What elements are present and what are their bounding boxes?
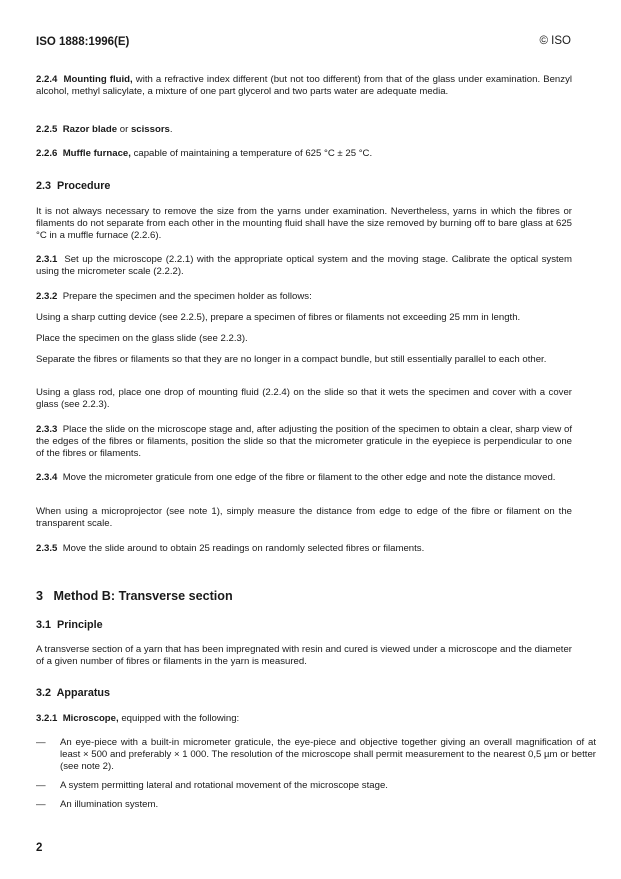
clause-term-2: scissors [130, 124, 170, 135]
list-dash: — [36, 780, 46, 791]
clause-text: equipped with the following: [121, 713, 240, 724]
clause-number: 2.3.1 [36, 254, 58, 265]
procedure-intro: It is not always necessary to remove the size from the yarns under examination. Nevertheless, yarns in which the fibres or filaments do not separate from each other in the mounting fluid shall have the size removed by burning off to bare glass at 625 °C in a muffle furnace (2.2.6). [36, 206, 572, 241]
principle-text: A transverse section of a yarn that has been impregnated with resin and cured is viewed under a microscope and the diameter of a given number of fibres or filaments in the yarn is measured. [36, 644, 572, 667]
list-item [36, 780, 596, 792]
clause-text: Prepare the specimen and the specimen holder as follows: [62, 291, 312, 302]
list-item [36, 799, 596, 811]
clause-term: Mounting fluid, [63, 74, 133, 85]
heading-title: Method B: Transverse section [53, 589, 233, 603]
clause-2-2-5 [36, 124, 572, 136]
clause-number: 2.2.4 [36, 74, 58, 85]
heading-title: Principle [57, 619, 103, 631]
paragraph-cut-specimen: Using a sharp cutting device (see 2.2.5), prepare a specimen of fibres or filaments not exceeding 25 mm in length. [36, 312, 521, 323]
clause-term: Razor blade [62, 124, 118, 135]
clause-2-2-4 [36, 74, 572, 98]
clause-end: . [169, 124, 173, 135]
copyright-mark: © ISO [539, 35, 571, 47]
list-item-text: An eye-piece with a built-in micrometer graticule, the eye-piece and objective together giving an overall magnification of at least × 500 and preferably × 1 000. The resolution of the microscope shall permit measurement to the nearest 0,5 µm or better (see note 2). [60, 737, 596, 772]
heading-3 [36, 590, 572, 602]
heading-3-1 [36, 619, 572, 631]
clause-2-3-1 [36, 254, 572, 278]
heading-title: Apparatus [56, 687, 111, 699]
clause-2-3-4 [36, 472, 572, 484]
heading-3-2 [36, 687, 572, 699]
heading-number: 3.1 [36, 619, 52, 631]
clause-2-3-3 [36, 424, 572, 460]
clause-number: 2.3.3 [36, 424, 58, 435]
clause-text: Move the micrometer graticule from one edge of the fibre or filament to the other edge and note the distance moved. [62, 472, 556, 483]
paragraph-place-specimen: Place the specimen on the glass slide (see 2.2.3). [36, 333, 248, 344]
list-item [36, 737, 596, 773]
clause-number: 2.3.4 [36, 472, 58, 483]
clause-number: 2.3.5 [36, 543, 58, 554]
paragraph-mounting-drop: Using a glass rod, place one drop of mounting fluid (2.2.4) on the slide so that it wets the specimen and cover with a cover glass (see 2.2.3). [36, 387, 572, 410]
paragraph-separate-fibres: Separate the fibres or filaments so that they are no longer in a compact bundle, but still essentially parallel to each other. [36, 354, 547, 365]
heading-number: 3 [36, 589, 44, 603]
list-item-text: A system permitting lateral and rotational movement of the microscope stage. [60, 780, 388, 791]
paragraph-microprojector: When using a microprojector (see note 1), simply measure the distance from edge to edge of the fibre or filament on the transparent scale. [36, 506, 572, 529]
clause-3-2-1 [36, 713, 572, 725]
clause-number: 2.2.5 [36, 124, 58, 135]
standard-number: ISO 1888:1996(E) [36, 36, 130, 48]
clause-2-2-6 [36, 148, 572, 160]
clause-text: capable of maintaining a temperature of 625 °C ± 25 °C. [133, 148, 373, 159]
clause-term: Microscope, [62, 713, 119, 724]
clause-conjunction: or [119, 124, 129, 135]
clause-text: Set up the microscope (2.2.1) with the appropriate optical system and the moving stage. Calibrate the optical system using the micrometer scale (2.2.2). [36, 254, 572, 277]
clause-2-3-2 [36, 291, 572, 303]
clause-number: 2.3.2 [36, 291, 58, 302]
clause-text: Place the slide on the microscope stage and, after adjusting the position of the specimen to obtain a clear, sharp view of the edges of the fibres or filaments, position the slide so that the micrometer graticule in the eyepiece is perpendicular to one of the fibres or filaments. [36, 424, 572, 459]
clause-term: Muffle furnace, [62, 148, 131, 159]
list-item-text: An illumination system. [60, 799, 159, 810]
page-number: 2 [36, 842, 43, 854]
heading-number: 2.3 [36, 180, 52, 192]
list-dash: — [36, 737, 46, 748]
clause-text: with a refractive index different (but not too different) from that of the glass under examination. Benzyl alcohol, methyl salicylate, a mixture of one part glycerol and two parts water are adequate media. [36, 74, 572, 97]
heading-2-3 [36, 180, 572, 192]
clause-2-3-5 [36, 543, 572, 555]
heading-title: Procedure [57, 180, 111, 192]
heading-number: 3.2 [36, 687, 52, 699]
clause-number: 2.2.6 [36, 148, 58, 159]
list-dash: — [36, 799, 46, 810]
clause-number: 3.2.1 [36, 713, 58, 724]
clause-text: Move the slide around to obtain 25 readings on randomly selected fibres or filaments. [62, 543, 425, 554]
